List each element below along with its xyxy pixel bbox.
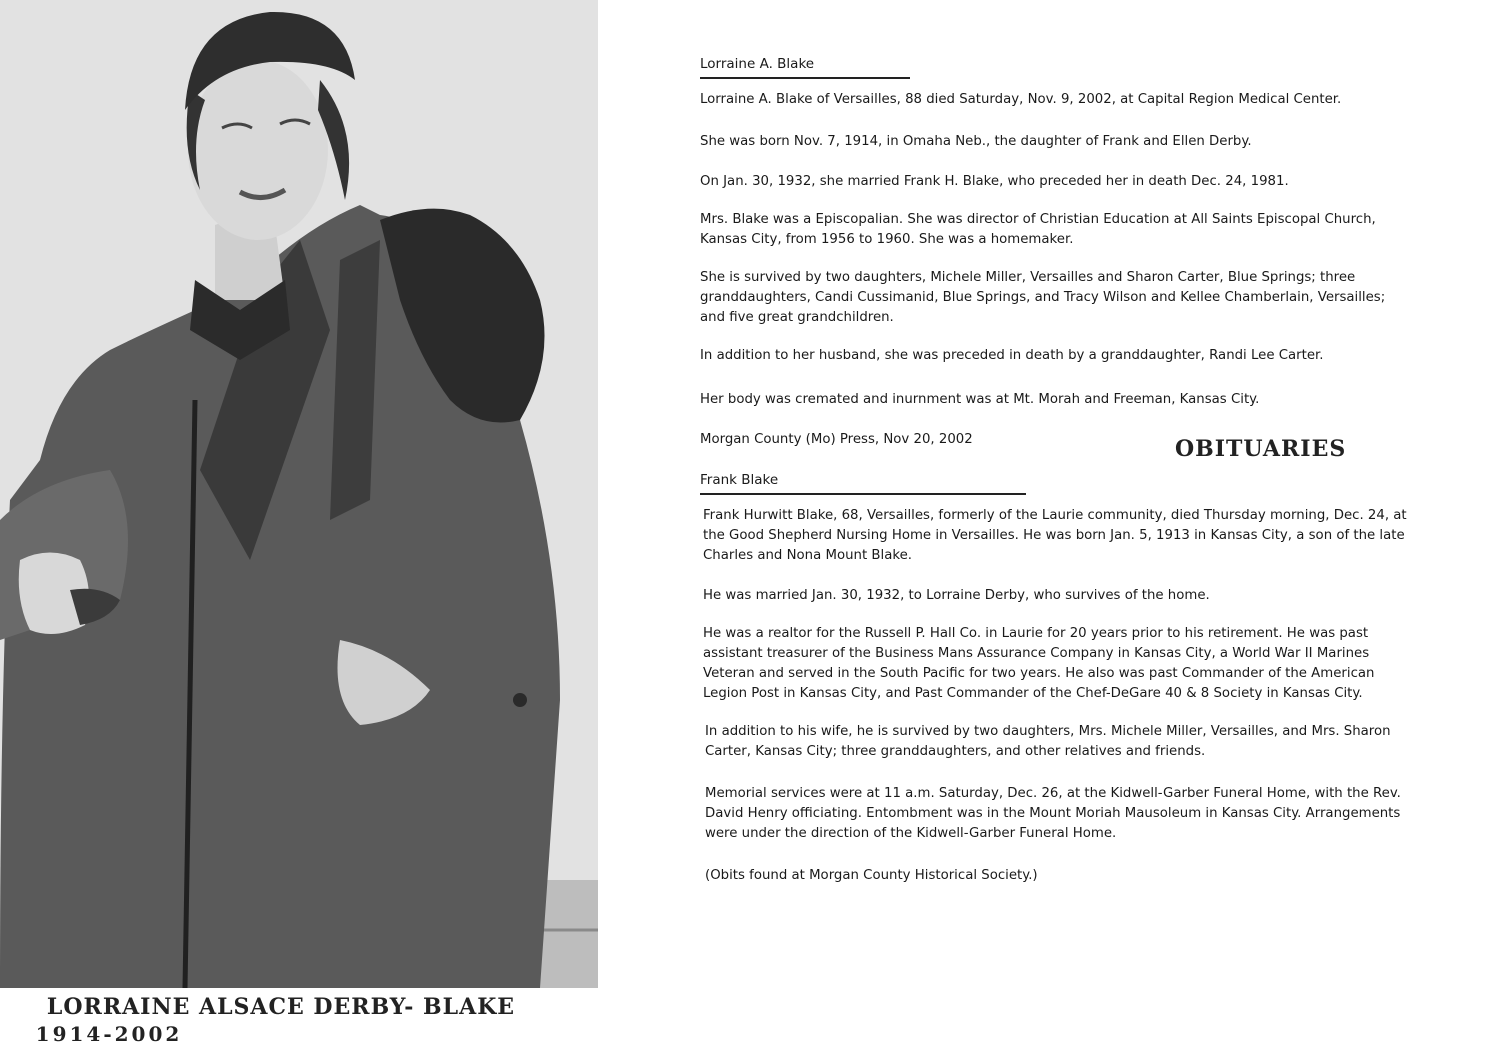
- portrait-illustration: [0, 0, 598, 988]
- text-line: Her body was cremated and inurnment was at Mt. Morah and Freeman, Kansas City.: [700, 392, 1260, 407]
- lorraine-para-3: [700, 172, 1289, 192]
- frank-para-3: [703, 624, 1374, 704]
- lorraine-source-line: [700, 430, 973, 450]
- frank-obituary-heading-block: [700, 472, 1490, 495]
- photo-caption-years: 1914-2002: [35, 1022, 183, 1046]
- frank-para-2: [703, 586, 1210, 606]
- text-line: Lorraine A. Blake of Versailles, 88 died Saturday, Nov. 9, 2002, at Capital Region Medical Center.: [700, 92, 1342, 107]
- lorraine-obituary-heading: Lorraine A. Blake: [700, 56, 815, 72]
- text-line: and five great grandchildren.: [700, 310, 894, 325]
- text-line: Carter, Kansas City; three granddaughters, and other relatives and friends.: [705, 744, 1206, 759]
- lorraine-para-7: [700, 390, 1259, 410]
- lorraine-para-5: [700, 268, 1385, 328]
- text-line: He was married Jan. 30, 1932, to Lorraine Derby, who survives of the home.: [703, 588, 1210, 603]
- text-line: On Jan. 30, 1932, she married Frank H. Blake, who preceded her in death Dec. 24, 1981.: [700, 174, 1289, 189]
- text-line: Morgan County (Mo) Press, Nov 20, 2002: [700, 432, 973, 447]
- text-line: Kansas City, from 1956 to 1960. She was a homemaker.: [700, 232, 1074, 247]
- lorraine-para-4: [700, 210, 1376, 250]
- photo-caption-name: LORRAINE ALSACE DERBY- BLAKE: [46, 994, 516, 1020]
- text-line: assistant treasurer of the Business Mans Assurance Company in Kansas City, a World War II Marines: [703, 646, 1370, 661]
- frank-para-4: [705, 722, 1391, 762]
- obituaries-header: OBITUARIES: [1175, 436, 1347, 462]
- heading-rule: [700, 77, 910, 79]
- text-line: Mrs. Blake was a Episcopalian. She was director of Christian Education at All Saints Episcopal Church,: [700, 212, 1376, 227]
- text-line: were under the direction of the Kidwell-Garber Funeral Home.: [705, 826, 1117, 841]
- text-line: granddaughters, Candi Cussimanid, Blue Springs, and Tracy Wilson and Kellee Chamberlain, Versailles;: [700, 290, 1386, 305]
- portrait-photo: [0, 0, 598, 988]
- frank-para-1: [703, 506, 1407, 566]
- frank-para-5: [705, 784, 1401, 844]
- lorraine-obituary-heading-block: [700, 56, 1490, 79]
- text-line: Legion Post in Kansas City, and Past Commander of the Chef-DeGare 40 & 8 Society in Kansas City.: [703, 686, 1363, 701]
- text-line: Frank Hurwitt Blake, 68, Versailles, formerly of the Laurie community, died Thursday morning, Dec. 24, at: [703, 508, 1407, 523]
- text-line: David Henry officiating. Entombment was in the Mount Moriah Mausoleum in Kansas City. Arrangements: [705, 806, 1401, 821]
- heading-rule: [700, 493, 1026, 495]
- lorraine-para-2: [700, 132, 1252, 152]
- frank-source-note: [705, 866, 1038, 886]
- text-line: He was a realtor for the Russell P. Hall Co. in Laurie for 20 years prior to his retirement. He was past: [703, 626, 1369, 641]
- text-line: the Good Shepherd Nursing Home in Versailles. He was born Jan. 5, 1913 in Kansas City, a son of the late: [703, 528, 1405, 543]
- text-line: In addition to her husband, she was preceded in death by a granddaughter, Randi Lee Carter.: [700, 348, 1324, 363]
- text-line: In addition to his wife, he is survived by two daughters, Mrs. Michele Miller, Versailles, and Mrs. Sharon: [705, 724, 1391, 739]
- text-line: Memorial services were at 11 a.m. Saturday, Dec. 26, at the Kidwell-Garber Funeral Home, with the Rev.: [705, 786, 1401, 801]
- lorraine-para-6: [700, 346, 1324, 366]
- text-line: She is survived by two daughters, Michele Miller, Versailles and Sharon Carter, Blue Springs; three: [700, 270, 1356, 285]
- text-line: Veteran and served in the South Pacific for two years. He also was past Commander of the American: [703, 666, 1375, 681]
- text-line: She was born Nov. 7, 1914, in Omaha Neb., the daughter of Frank and Ellen Derby.: [700, 134, 1252, 149]
- frank-obituary-heading: Frank Blake: [700, 472, 779, 488]
- text-line: (Obits found at Morgan County Historical Society.): [705, 868, 1038, 883]
- text-line: Charles and Nona Mount Blake.: [703, 548, 912, 563]
- lorraine-para-1: [700, 90, 1341, 110]
